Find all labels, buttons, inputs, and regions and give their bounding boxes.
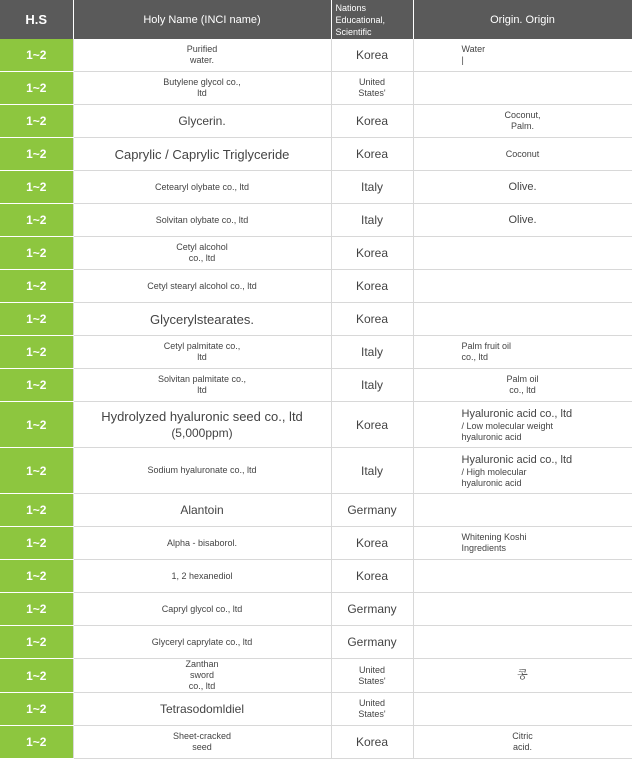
table-row: [0, 560, 632, 593]
hs-cell: 1~2: [0, 237, 73, 270]
nation-cell: [331, 659, 413, 693]
name-cell: Cetyl stearyl alcohol co., ltd: [73, 270, 331, 303]
table-row: [0, 402, 632, 448]
hs-cell: 1~2: [0, 626, 73, 659]
origin-cell: [413, 39, 632, 72]
name-line: Solvitan palmitate co.,: [157, 374, 247, 384]
name-cell: [73, 39, 331, 72]
table-row: [0, 270, 632, 303]
table-row: [0, 448, 632, 494]
origin-cell: [413, 336, 632, 369]
hs-cell: 1~2: [0, 303, 73, 336]
nation-cell: Korea: [331, 560, 413, 593]
name-line: ltd: [197, 88, 207, 98]
origin-line: co., ltd: [509, 385, 536, 395]
origin-cell: [413, 494, 632, 527]
header-nations-line: Educational,: [335, 15, 386, 25]
hs-cell: 1~2: [0, 726, 73, 759]
hs-cell: 1~2: [0, 171, 73, 204]
table-row: [0, 494, 632, 527]
name-cell: Sodium hyaluronate co., ltd: [73, 448, 331, 494]
header-nations: [331, 0, 413, 39]
table-row: [0, 336, 632, 369]
origin-cell: [413, 593, 632, 626]
origin-cell: [413, 369, 632, 402]
name-cell: [73, 237, 331, 270]
origin-cell: [413, 237, 632, 270]
hs-cell: 1~2: [0, 138, 73, 171]
nation-cell: Germany: [331, 626, 413, 659]
name-line: Cetyl palmitate co.,: [163, 341, 241, 351]
name-cell: 1, 2 hexanediol: [73, 560, 331, 593]
origin-line: Palm fruit oil: [461, 341, 512, 351]
nation-cell: Italy: [331, 171, 413, 204]
header-row: [0, 0, 632, 39]
nation-cell: Italy: [331, 204, 413, 237]
nation-line: United: [358, 698, 385, 708]
origin-cell: [413, 72, 632, 105]
origin-cell: Coconut: [413, 138, 632, 171]
name-line: ltd: [197, 352, 207, 362]
nation-cell: Korea: [331, 270, 413, 303]
nation-cell: Korea: [331, 402, 413, 448]
name-cell: Caprylic / Caprylic Triglyceride: [73, 138, 331, 171]
table-row: [0, 369, 632, 402]
header-origin: Origin. Origin: [413, 0, 632, 39]
nation-cell: Germany: [331, 593, 413, 626]
hs-cell: 1~2: [0, 105, 73, 138]
nation-line: States': [358, 709, 386, 719]
origin-line: Water: [461, 44, 486, 54]
hs-cell: 1~2: [0, 336, 73, 369]
header-name: Holy Name (INCI name): [73, 0, 331, 39]
hs-cell: 1~2: [0, 494, 73, 527]
origin-line: Palm.: [510, 121, 534, 131]
table-row: [0, 693, 632, 726]
name-cell: Tetrasodomldiel: [73, 693, 331, 726]
header-nations-line: Nations: [335, 3, 367, 13]
origin-line: Whitening Koshi: [461, 532, 527, 542]
name-cell: Glycerylstearates.: [73, 303, 331, 336]
origin-cell: [413, 105, 632, 138]
header-nations-line: Scientific: [335, 27, 372, 37]
table-row: [0, 303, 632, 336]
name-cell: Solvitan olybate co., ltd: [73, 204, 331, 237]
nation-cell: Italy: [331, 448, 413, 494]
name-line: Zanthan: [185, 659, 219, 669]
nation-line: United: [358, 77, 385, 87]
hs-cell: 1~2: [0, 369, 73, 402]
name-line: water.: [189, 55, 214, 65]
hs-cell: 1~2: [0, 72, 73, 105]
nation-cell: Italy: [331, 369, 413, 402]
origin-cell: [413, 303, 632, 336]
origin-cell: [413, 560, 632, 593]
hs-cell: 1~2: [0, 560, 73, 593]
origin-cell: 콩: [413, 659, 632, 693]
nation-line: States': [358, 88, 386, 98]
table-row: [0, 626, 632, 659]
header-hs: H.S: [0, 0, 73, 39]
origin-cell: [413, 726, 632, 759]
hs-cell: 1~2: [0, 448, 73, 494]
name-line: co., ltd: [188, 253, 216, 263]
name-cell: Cetearyl olybate co., ltd: [73, 171, 331, 204]
nation-cell: Korea: [331, 237, 413, 270]
origin-line: co., ltd: [461, 352, 489, 362]
origin-line: hyaluronic acid: [461, 431, 522, 442]
table-row: [0, 593, 632, 626]
name-line: ltd: [197, 385, 207, 395]
name-line: (5,000ppm): [171, 425, 233, 440]
origin-line: Palm oil: [506, 374, 539, 384]
name-cell: Alantoin: [73, 494, 331, 527]
origin-line: Hyaluronic acid co., ltd: [461, 407, 573, 420]
nation-cell: Korea: [331, 303, 413, 336]
origin-cell: [413, 270, 632, 303]
hs-cell: 1~2: [0, 527, 73, 560]
table-row: [0, 105, 632, 138]
table-row: [0, 204, 632, 237]
origin-cell: Olive.: [413, 204, 632, 237]
origin-cell: [413, 693, 632, 726]
origin-line: acid.: [512, 742, 532, 752]
origin-line: |: [461, 55, 464, 65]
name-line: Sheet-cracked: [172, 731, 232, 741]
name-cell: [73, 726, 331, 759]
name-line: sword: [189, 670, 214, 680]
nation-cell: Italy: [331, 336, 413, 369]
origin-cell: [413, 448, 632, 494]
origin-cell: Olive.: [413, 171, 632, 204]
name-cell: [73, 336, 331, 369]
table-row: [0, 138, 632, 171]
origin-line: Citric: [512, 731, 533, 741]
origin-line: Coconut,: [504, 110, 541, 120]
nation-cell: Korea: [331, 527, 413, 560]
name-cell: Glycerin.: [73, 105, 331, 138]
hs-cell: 1~2: [0, 593, 73, 626]
hs-cell: 1~2: [0, 270, 73, 303]
name-cell: [73, 659, 331, 693]
name-line: seed: [192, 742, 212, 752]
hs-cell: 1~2: [0, 204, 73, 237]
name-cell: [73, 402, 331, 448]
nation-cell: Korea: [331, 105, 413, 138]
origin-cell: [413, 402, 632, 448]
table-row: [0, 72, 632, 105]
table-row: [0, 527, 632, 560]
table-row: [0, 171, 632, 204]
name-cell: Capryl glycol co., ltd: [73, 593, 331, 626]
nation-cell: Germany: [331, 494, 413, 527]
nation-cell: [331, 72, 413, 105]
name-line: co., ltd: [188, 681, 216, 691]
name-cell: [73, 369, 331, 402]
hs-cell: 1~2: [0, 402, 73, 448]
name-cell: Alpha - bisaborol.: [73, 527, 331, 560]
name-line: Butylene glycol co.,: [163, 77, 241, 87]
hs-cell: 1~2: [0, 39, 73, 72]
nation-cell: Korea: [331, 39, 413, 72]
origin-line: Ingredients: [461, 543, 507, 553]
hs-cell: 1~2: [0, 659, 73, 693]
name-line: Purified: [186, 44, 218, 54]
table-row: [0, 39, 632, 72]
origin-line: / Low molecular weight: [461, 420, 554, 431]
name-line: Cetyl alcohol: [176, 242, 228, 252]
nation-cell: [331, 693, 413, 726]
origin-line: / High molecular: [461, 466, 527, 477]
origin-cell: [413, 626, 632, 659]
origin-line: hyaluronic acid: [461, 477, 522, 488]
table-row: [0, 659, 632, 693]
hs-cell: 1~2: [0, 693, 73, 726]
nation-line: States': [358, 675, 386, 686]
table-row: [0, 237, 632, 270]
name-cell: [73, 72, 331, 105]
origin-cell: [413, 527, 632, 560]
nation-cell: Korea: [331, 726, 413, 759]
nation-cell: Korea: [331, 138, 413, 171]
nation-line: United: [358, 664, 385, 675]
name-cell: Glyceryl caprylate co., ltd: [73, 626, 331, 659]
table-row: [0, 726, 632, 759]
name-line: Hydrolyzed hyaluronic seed co., ltd: [101, 408, 303, 424]
origin-line: Hyaluronic acid co., ltd: [461, 453, 573, 466]
